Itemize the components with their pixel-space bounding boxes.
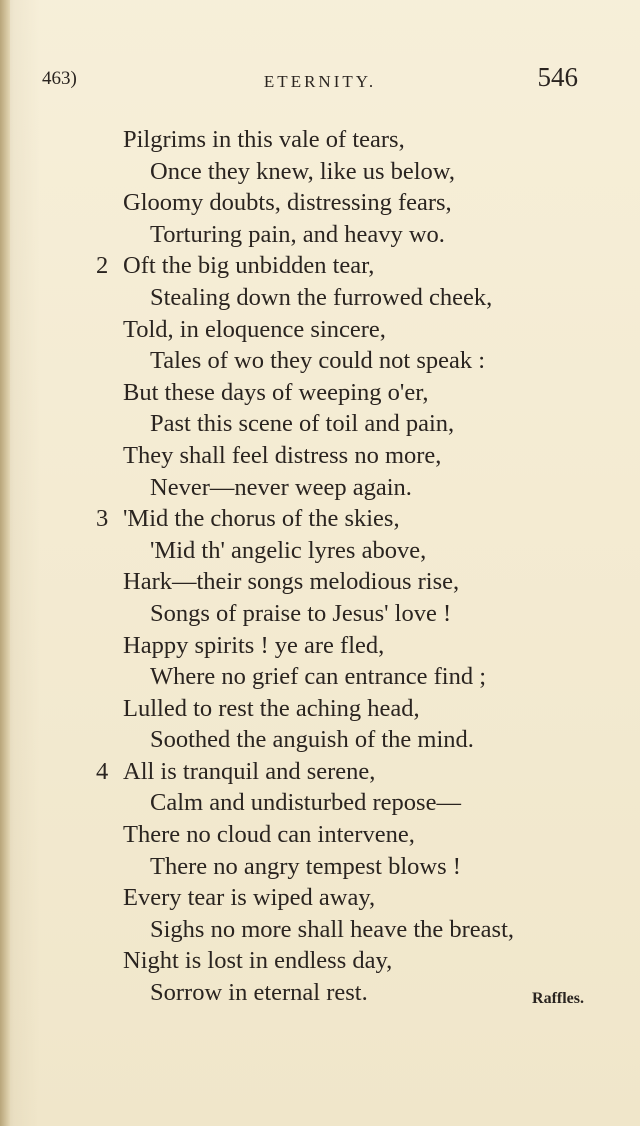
verse-line: Never—never weep again.	[150, 473, 412, 501]
verse-line: Stealing down the furrowed cheek,	[150, 283, 493, 311]
hymn-author: Raffles.	[532, 990, 584, 1007]
page-number: 546	[537, 62, 578, 92]
hymn-number-reference: 463)	[42, 68, 77, 89]
verse-line: Gloomy doubts, distressing fears,	[123, 189, 452, 217]
verse-line: Songs of praise to Jesus' love !	[150, 599, 452, 627]
verse-line: 2 Oft the big unbidden tear,	[0, 250, 640, 282]
verse-line: 3 'Mid the chorus of the skies,	[0, 503, 640, 535]
verse-line: There no angry tempest blows !	[150, 852, 461, 880]
verse-line: Lulled to rest the aching head,	[123, 694, 420, 722]
verse-line: Soothed the anguish of the mind.	[150, 726, 474, 754]
page-header	[0, 60, 640, 100]
running-title: ETERNITY.	[263, 72, 377, 91]
verse-line: Past this scene of toil and pain,	[150, 410, 455, 438]
verse-line: Where no grief can entrance find ;	[150, 663, 487, 691]
verse-line: Every tear is wiped away,	[123, 884, 376, 912]
verse-line: Sorrow in eternal rest.	[150, 979, 368, 1007]
verse-line: But these days of weeping o'er,	[123, 378, 429, 406]
verse-line: Pilgrims in this vale of tears,	[123, 126, 405, 153]
verse-line: Tales of wo they could not speak :	[150, 347, 486, 375]
stanza-number: 2	[96, 252, 109, 280]
hymn-text	[0, 124, 640, 1009]
verse-line: Once they knew, like us below,	[150, 157, 456, 185]
verse-line: Hark—their songs melodious rise,	[123, 568, 460, 596]
verse-line: Night is lost in endless day,	[123, 947, 393, 975]
verse-line: Calm and undisturbed repose—	[150, 789, 461, 817]
verse-line: Torturing pain, and heavy wo.	[150, 220, 445, 248]
verse-line: Happy spirits ! ye are fled,	[123, 631, 385, 659]
verse-line: They shall feel distress no more,	[123, 441, 442, 469]
verse-line: Told, in eloquence sincere,	[123, 315, 386, 343]
stanza-number: 4	[96, 757, 109, 785]
verse-line: There no cloud can intervene,	[123, 821, 415, 849]
stanza-number: 3	[96, 505, 109, 533]
verse-line: Sighs no more shall heave the breast,	[150, 915, 515, 943]
verse-line: 4 All is tranquil and serene,	[0, 756, 640, 788]
verse-line: 'Mid th' angelic lyres above,	[150, 536, 427, 564]
